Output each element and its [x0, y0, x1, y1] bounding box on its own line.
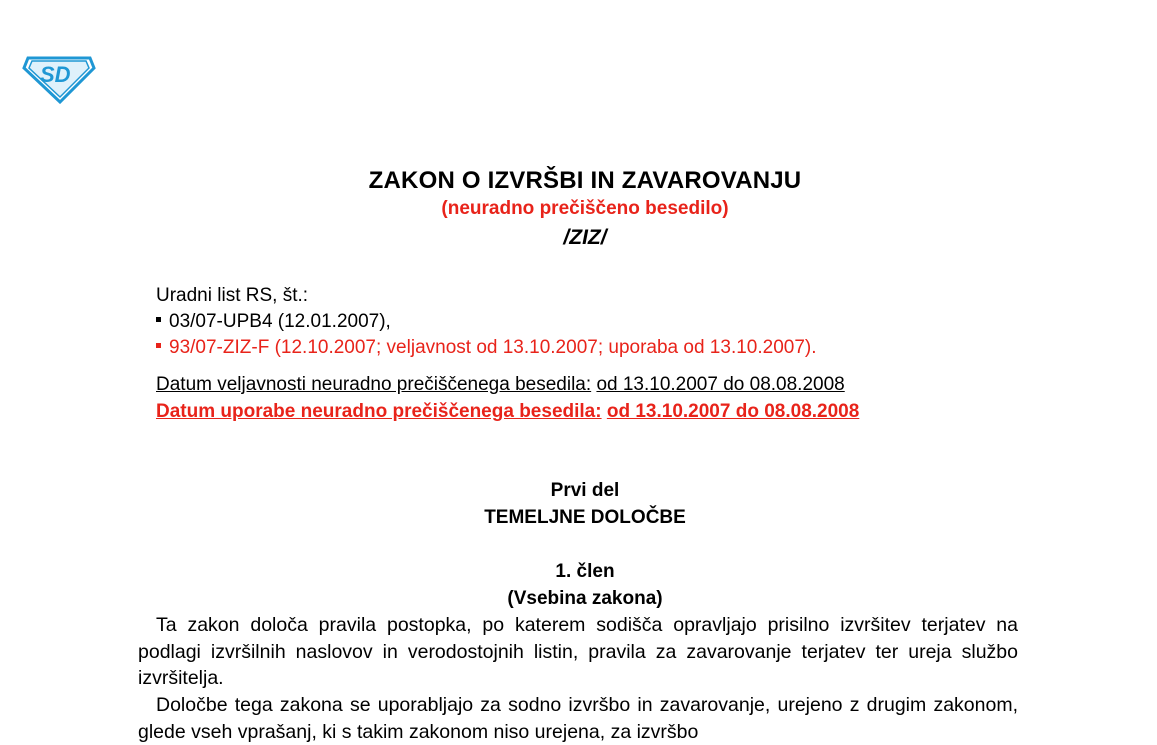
usage-value: od 13.10.2007 do 08.08.2008: [606, 401, 860, 422]
gazette-label: Uradni list RS, št.:: [156, 285, 309, 306]
part-label: Prvi del: [550, 480, 620, 501]
gazette-ref-text: 03/07-UPB4 (12.01.2007),: [169, 311, 391, 332]
gazette-ref[interactable]: [156, 311, 391, 333]
bullet-icon: [156, 317, 161, 322]
validity-value: od 13.10.2007 do 08.08.2008: [596, 374, 845, 395]
document-subtitle: (neuradno prečiščeno besedilo): [441, 198, 729, 219]
article-title: (Vsebina zakona): [507, 588, 663, 609]
usage-label: Datum uporabe neuradno prečiščenega besedila:: [156, 401, 602, 422]
validity-date: [156, 374, 845, 396]
logo-letter-s: SD: [40, 62, 71, 87]
article-paragraph: Ta zakon določa pravila postopka, po katerem sodišča opravljajo prisilno izvršitev terjatev na podlagi izvršilnih naslovov in verodostojnih listin, pravila za zavarovanje terjatev ter ureja službo izvršitelja.: [138, 614, 1018, 689]
sd-logo: [22, 52, 96, 104]
usage-date: [156, 401, 859, 423]
part-title: TEMELJNE DOLOČBE: [484, 507, 686, 528]
document-title: ZAKON O IZVRŠBI IN ZAVAROVANJU: [368, 167, 802, 194]
gazette-ref[interactable]: [156, 337, 817, 359]
sd-diamond-logo-icon: [22, 52, 96, 104]
gazette-ref-text: 93/07-ZIZ-F (12.10.2007; veljavnost od 13.10.2007; uporaba od 13.10.2007).: [169, 337, 817, 358]
article-number: 1. člen: [555, 561, 615, 582]
bullet-icon: [156, 343, 161, 348]
validity-label: Datum veljavnosti neuradno prečiščenega besedila:: [156, 374, 592, 395]
document-abbreviation: /ZIZ/: [563, 226, 607, 249]
article-paragraph: Določbe tega zakona se uporabljajo za sodno izvršbo in zavarovanje, urejeno z drugim zakonom, glede vseh vprašanj, ki s takim zakonom niso urejena, za izvršbo: [138, 694, 1018, 743]
